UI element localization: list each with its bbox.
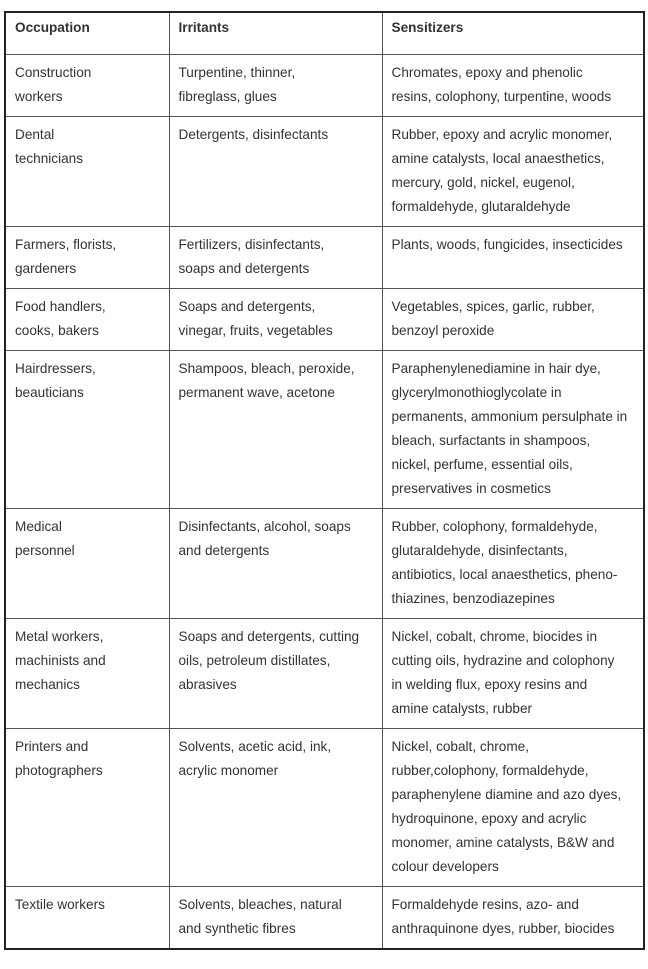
header-irritants: Irritants bbox=[169, 12, 382, 55]
sensitizers-cell: Rubber, colophony, formaldehyde, glutaraldehyde, disinfectants, antibiotics, local anaesthetics, pheno- thiazines, benzodiazepines bbox=[382, 509, 644, 619]
occupation-cell: Metal workers, machinists and mechanics bbox=[5, 619, 169, 729]
table-row bbox=[5, 351, 644, 509]
irritants-cell: Detergents, disinfectants bbox=[169, 117, 382, 227]
table-row bbox=[5, 887, 644, 950]
occupation-cell: Medical personnel bbox=[5, 509, 169, 619]
irritants-cell: Solvents, bleaches, natural and synthetic fibres bbox=[169, 887, 382, 950]
table-row bbox=[5, 55, 644, 117]
irritants-cell: Shampoos, bleach, peroxide, permanent wave, acetone bbox=[169, 351, 382, 509]
table-header bbox=[5, 12, 644, 55]
occupation-table-container bbox=[4, 11, 643, 950]
irritants-cell: Fertilizers, disinfectants, soaps and detergents bbox=[169, 227, 382, 289]
occupation-cell: Hairdressers, beauticians bbox=[5, 351, 169, 509]
irritants-cell: Turpentine, thinner, fibreglass, glues bbox=[169, 55, 382, 117]
table-row bbox=[5, 729, 644, 887]
sensitizers-cell: Formaldehyde resins, azo- and anthraquinone dyes, rubber, biocides bbox=[382, 887, 644, 950]
table-body bbox=[5, 55, 644, 950]
header-sensitizers: Sensitizers bbox=[382, 12, 644, 55]
table-row bbox=[5, 227, 644, 289]
table-row bbox=[5, 289, 644, 351]
occupation-cell: Food handlers, cooks, bakers bbox=[5, 289, 169, 351]
sensitizers-cell: Nickel, cobalt, chrome, rubber,colophony, formaldehyde, paraphenylene diamine and azo dyes, hydroquinone, epoxy and acrylic monomer, amine catalysts, B&W and colour developers bbox=[382, 729, 644, 887]
table-row bbox=[5, 619, 644, 729]
sensitizers-cell: Nickel, cobalt, chrome, biocides in cutting oils, hydrazine and colophony in welding flux, epoxy resins and amine catalysts, rubber bbox=[382, 619, 644, 729]
header-row bbox=[5, 12, 644, 55]
occupation-cell: Construction workers bbox=[5, 55, 169, 117]
table-row bbox=[5, 117, 644, 227]
irritants-cell: Soaps and detergents, vinegar, fruits, vegetables bbox=[169, 289, 382, 351]
occupation-cell: Printers and photographers bbox=[5, 729, 169, 887]
irritants-cell: Solvents, acetic acid, ink, acrylic monomer bbox=[169, 729, 382, 887]
sensitizers-cell: Chromates, epoxy and phenolic resins, colophony, turpentine, woods bbox=[382, 55, 644, 117]
table-row bbox=[5, 509, 644, 619]
irritants-cell: Disinfectants, alcohol, soaps and detergents bbox=[169, 509, 382, 619]
occupation-cell: Dental technicians bbox=[5, 117, 169, 227]
occupation-table bbox=[4, 11, 645, 950]
occupation-cell: Farmers, florists, gardeners bbox=[5, 227, 169, 289]
sensitizers-cell: Rubber, epoxy and acrylic monomer, amine catalysts, local anaesthetics, mercury, gold, nickel, eugenol, formaldehyde, glutaraldehyde bbox=[382, 117, 644, 227]
irritants-cell: Soaps and detergents, cutting oils, petroleum distillates, abrasives bbox=[169, 619, 382, 729]
sensitizers-cell: Vegetables, spices, garlic, rubber, benzoyl peroxide bbox=[382, 289, 644, 351]
sensitizers-cell: Plants, woods, fungicides, insecticides bbox=[382, 227, 644, 289]
occupation-cell: Textile workers bbox=[5, 887, 169, 950]
header-occupation: Occupation bbox=[5, 12, 169, 55]
sensitizers-cell: Paraphenylenediamine in hair dye, glycerylmonothioglycolate in permanents, ammonium persulphate in bleach, surfactants in shampoos, nickel, perfume, essential oils, preservatives in cosmetics bbox=[382, 351, 644, 509]
